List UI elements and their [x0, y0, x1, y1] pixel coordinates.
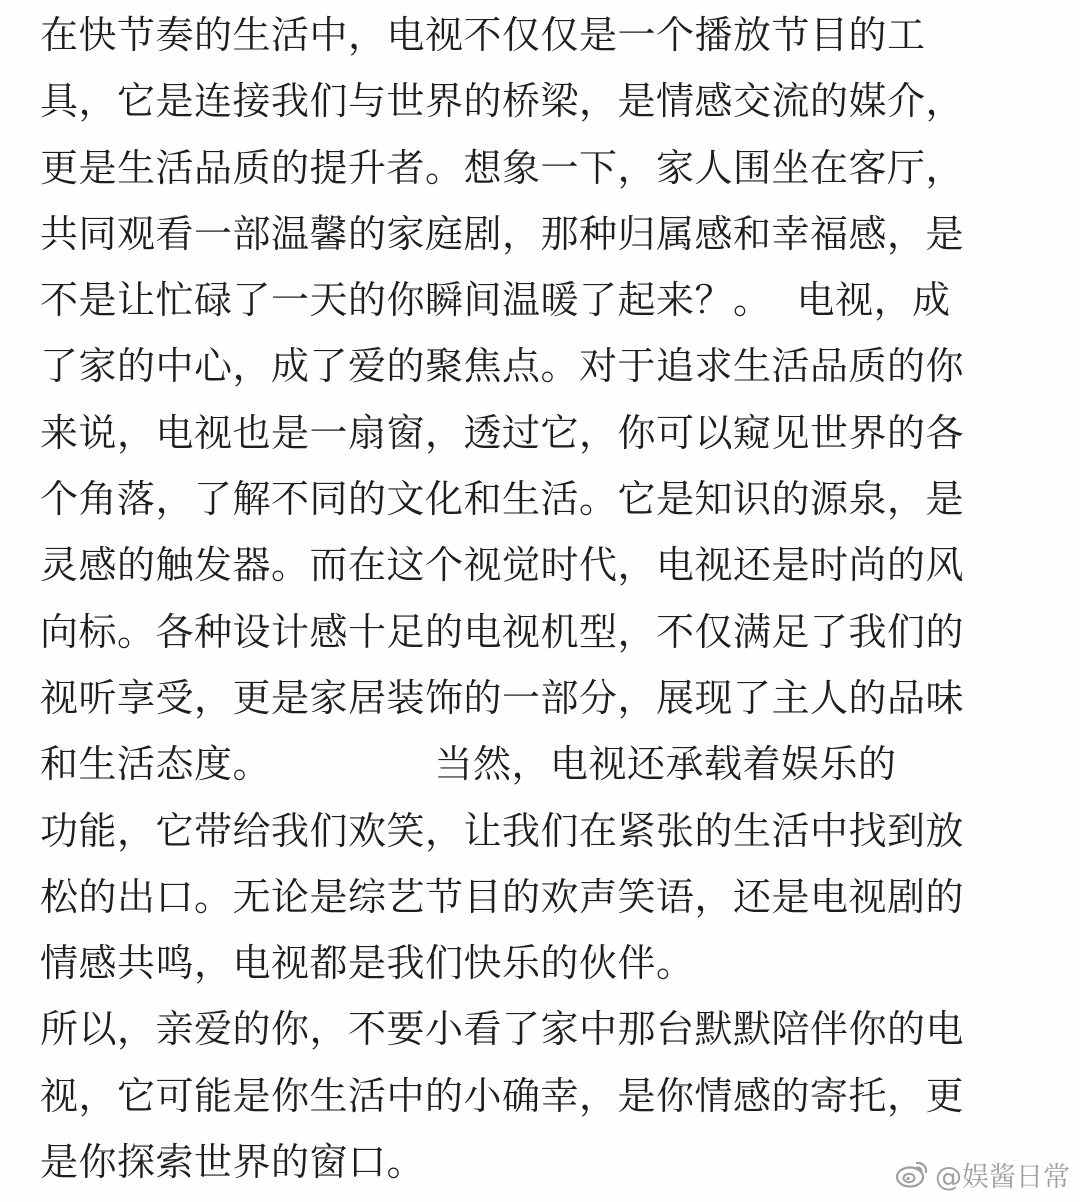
weibo-icon: [895, 1159, 929, 1189]
text-line: 向标。各种设计感十足的电视机型，不仅满足了我们的: [40, 609, 965, 654]
text-line: 不是让忙碌了一天的你瞬间温暖了起来？。 电视，成: [40, 278, 951, 323]
text-line: 来说，电视也是一扇窗，透过它，你可以窥见世界的各: [40, 410, 965, 455]
text-line: 是你探索世界的窗口。: [40, 1140, 426, 1185]
text-line: 视听享受，更是家居装饰的一部分，展现了主人的品味: [40, 675, 965, 720]
text-line: 情感共鸣，电视都是我们快乐的伙伴。: [40, 941, 695, 986]
text-line: 更是生活品质的提升者。想象一下，家人围坐在客厅，: [40, 145, 965, 190]
text-line: 在快节奏的生活中，电视不仅仅是一个播放节目的工: [40, 13, 926, 57]
text-line: 所以，亲爱的你，不要小看了家中那台默默陪伴你的电: [40, 1007, 965, 1052]
watermark-text: @娱酱日常: [935, 1161, 1070, 1193]
text-line: 个角落，了解不同的文化和生活。它是知识的源泉，是: [40, 477, 965, 522]
article-text: [40, 2, 1060, 1195]
text-line: 具，它是连接我们与世界的桥梁，是情感交流的媒介，: [40, 79, 965, 124]
text-line: 了家的中心，成了爱的聚焦点。对于追求生活品质的你: [40, 344, 965, 389]
text-line: 松的出口。无论是综艺节目的欢声笑语，还是电视剧的: [40, 874, 965, 919]
text-line: 和生活态度。 当然，电视还承载着娱乐的: [40, 742, 897, 787]
text-line: 共同观看一部温馨的家庭剧，那种归属感和幸福感，是: [40, 211, 965, 256]
text-line: 灵感的触发器。而在这个视觉时代，电视还是时尚的风: [40, 543, 965, 588]
text-line: 视，它可能是你生活中的小确幸，是你情感的寄托，更: [40, 1073, 965, 1118]
watermark: [895, 1154, 1070, 1194]
text-line: 功能，它带给我们欢笑，让我们在紧张的生活中找到放: [40, 808, 965, 853]
